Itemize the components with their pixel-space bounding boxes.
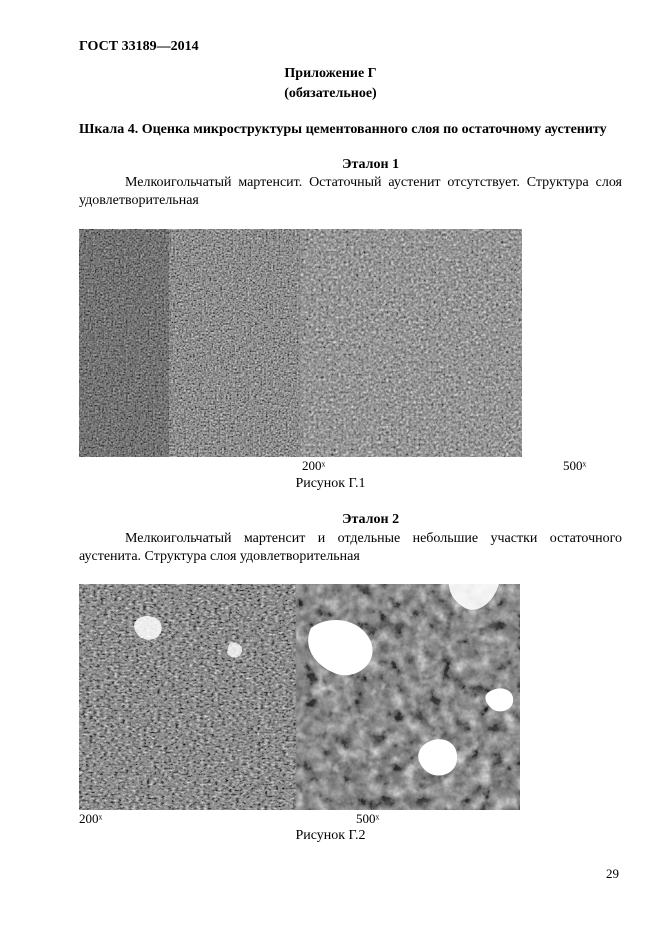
scale-title: Шкала 4. Оценка микроструктуры цементованного слоя по остаточному аустениту bbox=[79, 122, 607, 137]
appendix-title: Приложение Г bbox=[284, 66, 377, 81]
etalon-1-magnification-left: 200ˣ bbox=[302, 458, 326, 473]
standard-designation: ГОСТ 33189—2014 bbox=[79, 39, 199, 54]
etalon-2-magnification-right: 500ˣ bbox=[356, 811, 380, 826]
etalon-1-magnification-right: 500ˣ bbox=[563, 458, 587, 473]
page-number: 29 bbox=[606, 866, 619, 881]
micrograph-2-image bbox=[79, 584, 520, 810]
micrograph-2 bbox=[79, 584, 520, 810]
micrograph-1-image bbox=[79, 229, 522, 457]
etalon-2-description: Мелкоигольчатый мартенсит и отдельные небольшие участки остаточного аустенита. Структура слоя удовлетворительная bbox=[79, 531, 622, 564]
etalon-1-title: Эталон 1 bbox=[342, 157, 400, 172]
figure-1-caption: Рисунок Г.1 bbox=[295, 476, 366, 491]
micrograph-1 bbox=[79, 229, 522, 457]
etalon-2-title: Эталон 2 bbox=[342, 512, 400, 527]
etalon-1-description: Мелкоигольчатый мартенсит. Остаточный аустенит отсутствует. Структура слоя удовлетворительная bbox=[79, 175, 622, 208]
figure-2-caption: Рисунок Г.2 bbox=[295, 828, 366, 843]
etalon-2-magnification-left: 200ˣ bbox=[79, 811, 103, 826]
appendix-status: (обязательное) bbox=[284, 86, 377, 101]
